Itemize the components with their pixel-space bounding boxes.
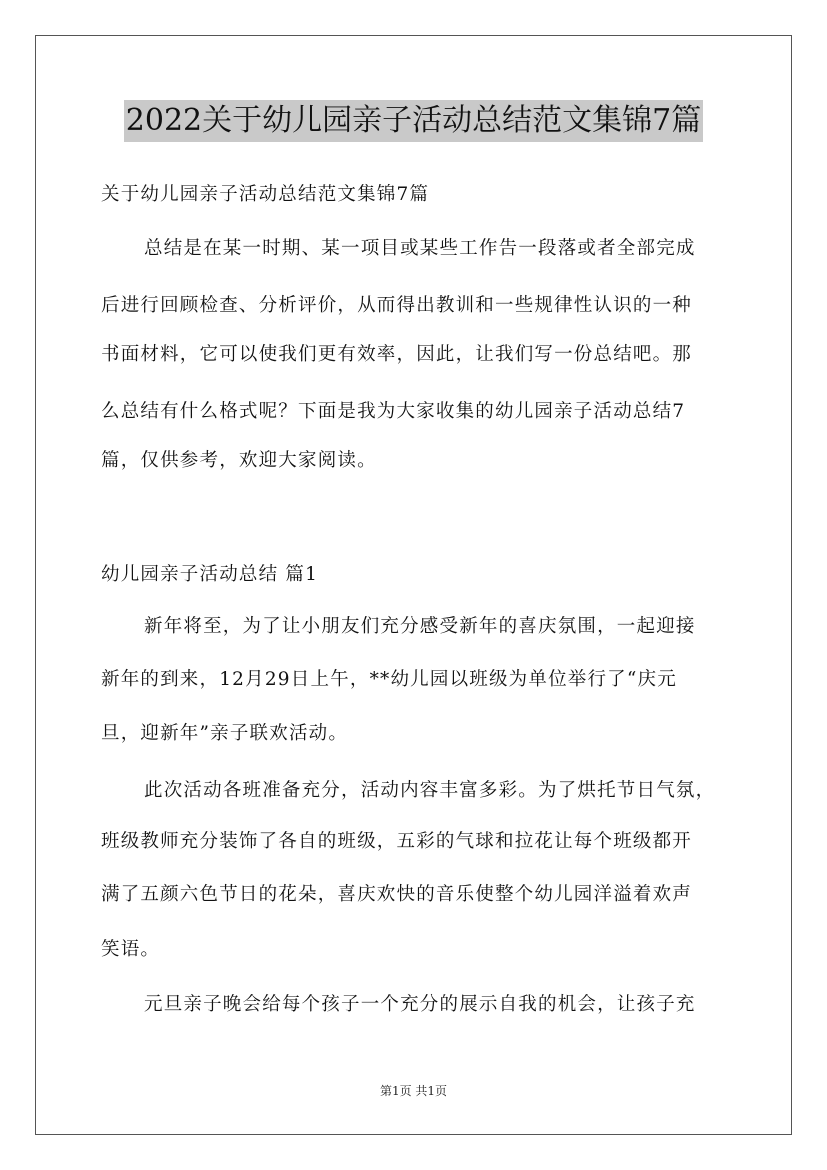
paragraph-line: 元旦亲子晚会给每个孩子一个充分的展示自我的机会，让孩子充 xyxy=(144,994,696,1015)
intro-line: 么总结有什么格式呢？下面是我为大家收集的幼儿园亲子活动总结7 xyxy=(101,401,686,422)
paragraph-line: 班级教师充分装饰了各自的班级，五彩的气球和拉花让每个班级都开 xyxy=(101,831,693,852)
intro-line: 后进行回顾检查、分析评价，从而得出教训和一些规律性认识的一种 xyxy=(101,295,693,316)
document-subtitle: 关于幼儿园亲子活动总结范文集锦7篇 xyxy=(101,184,430,205)
intro-line: 篇，仅供参考，欢迎大家阅读。 xyxy=(101,450,377,471)
paragraph-line: 满了五颜六色节日的花朵，喜庆欢快的音乐使整个幼儿园洋溢着欢声 xyxy=(101,884,693,905)
intro-line: 书面材料，它可以使我们更有效率，因此，让我们写一份总结吧。那 xyxy=(101,344,693,365)
paragraph-line: 新年的到来，12月29日上午，**幼儿园以班级为单位举行了“庆元 xyxy=(101,669,677,690)
section-heading: 幼儿园亲子活动总结 篇1 xyxy=(101,564,319,585)
paragraph-line: 旦，迎新年”亲子联欢活动。 xyxy=(101,723,349,744)
intro-line: 总结是在某一时期、某一项目或某些工作告一段落或者全部完成 xyxy=(144,238,696,259)
title-container xyxy=(0,100,827,142)
paragraph-line: 新年将至，为了让小朋友们充分感受新年的喜庆氛围，一起迎接 xyxy=(144,616,696,637)
document-title: 2022关于幼儿园亲子活动总结范文集锦7篇 xyxy=(124,100,703,142)
paragraph-line: 笑语。 xyxy=(101,939,161,960)
paragraph-line: 此次活动各班准备充分，活动内容丰富多彩。为了烘托节日气氛， xyxy=(144,780,716,801)
page-footer: 第1页 共1页 xyxy=(379,1084,448,1098)
